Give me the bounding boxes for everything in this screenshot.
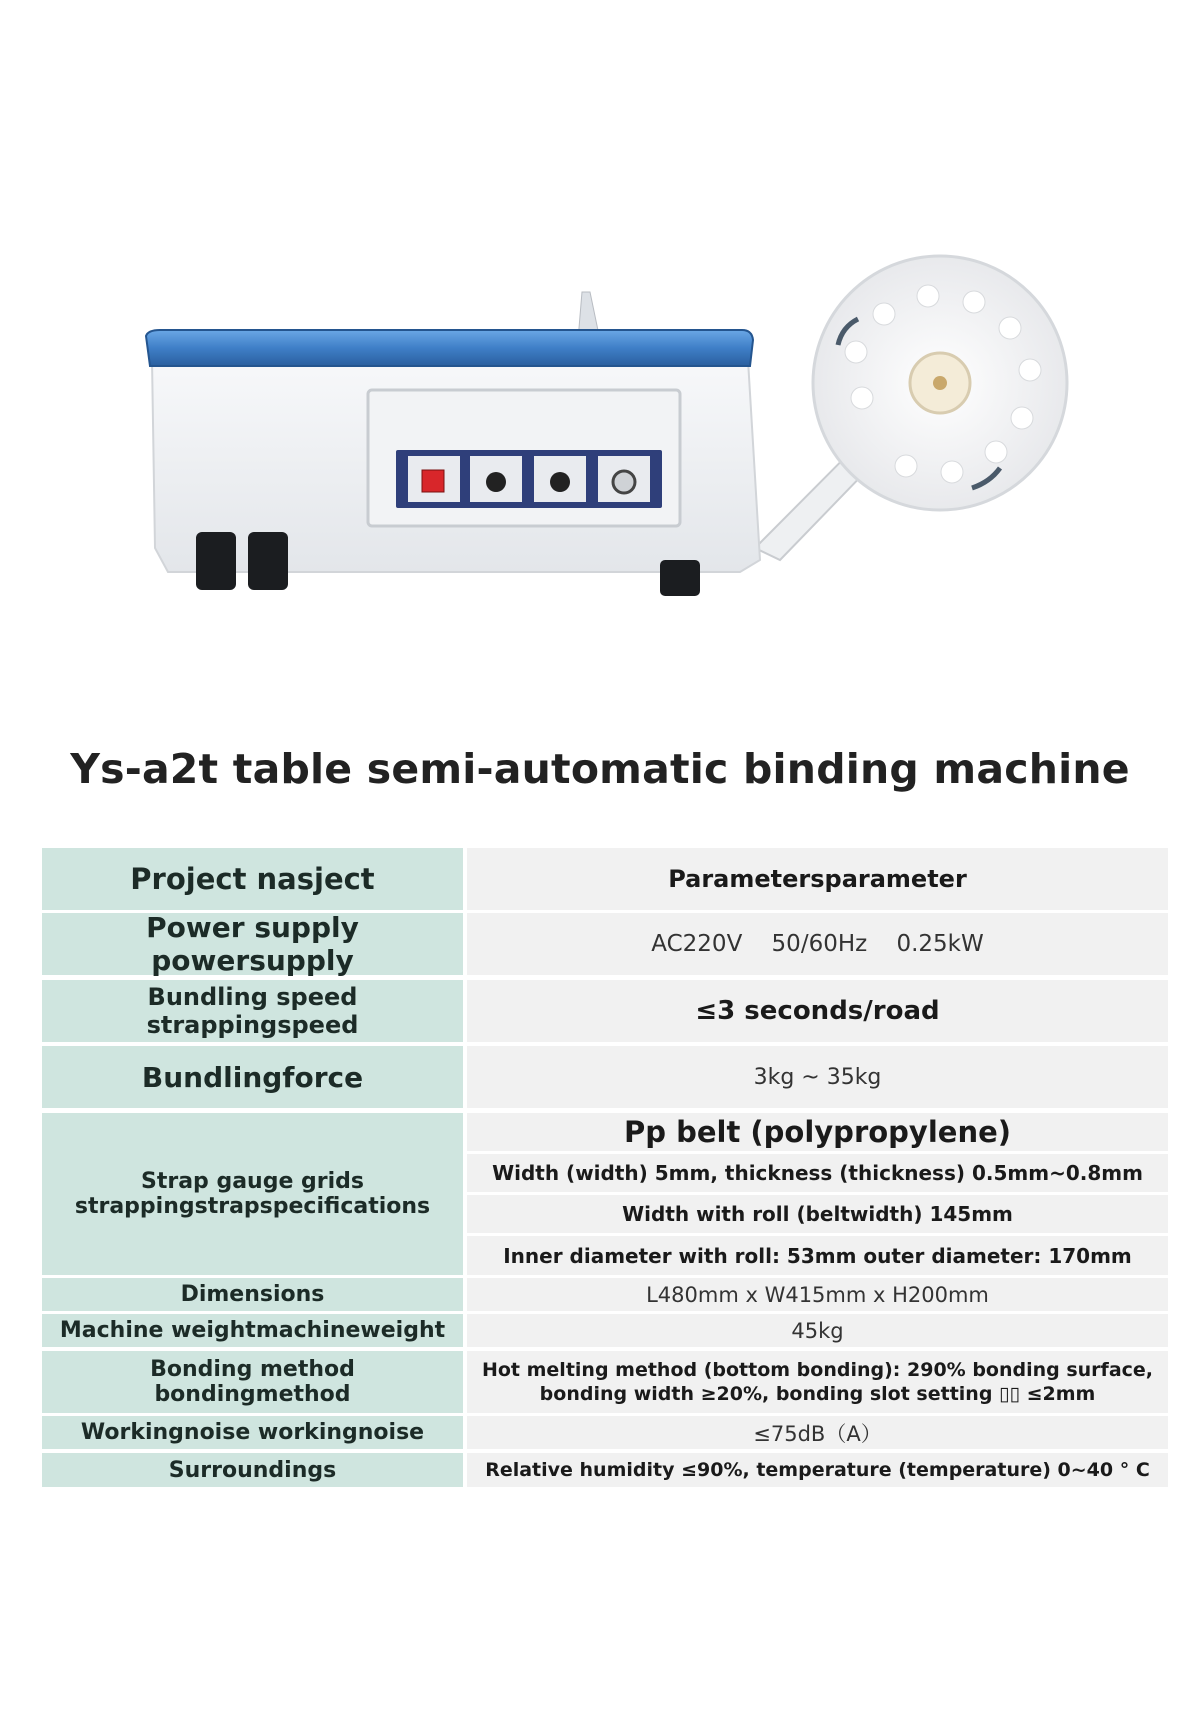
spec-value: ≤3 seconds/road (467, 980, 1168, 1042)
strap-reel (813, 256, 1067, 510)
spec-label: Surroundings (42, 1453, 463, 1487)
spec-value: Inner diameter with roll: 53mm outer diameter: 170mm (467, 1236, 1168, 1275)
spec-label: Project nasject (42, 848, 463, 910)
machine-top (146, 330, 753, 366)
spec-value: Width with roll (beltwidth) 145mm (467, 1195, 1168, 1233)
spec-label: Workingnoise workingnoise (42, 1416, 463, 1449)
foot-left-1 (196, 532, 236, 590)
spec-value: L480mm x W415mm x H200mm (467, 1278, 1168, 1311)
spec-label: Dimensions (42, 1278, 463, 1311)
spec-value: Width (width) 5mm, thickness (thickness) 0.5mm~0.8mm (467, 1154, 1168, 1192)
spec-label: Power supply powersupply (42, 913, 463, 975)
spec-value: 3kg ~ 35kg (467, 1046, 1168, 1108)
spec-value: Hot melting method (bottom bonding): 290% bonding surface, bonding width ≥20%, bonding slot setting ▯▯ ≤2mm (467, 1351, 1168, 1413)
page-title: Ys-a2t table semi-automatic binding machine (70, 745, 1130, 793)
foot-right (660, 560, 700, 596)
spec-value: ≤75dB（A） (467, 1416, 1168, 1449)
spec-label: Strap gauge grids strappingstrapspecifications (42, 1113, 463, 1275)
control-panel (396, 450, 662, 508)
spec-value: AC220V 50/60Hz 0.25kW (467, 913, 1168, 975)
machine-photo (0, 0, 1200, 700)
foot-left-2 (248, 532, 288, 590)
spec-label: Bonding method bondingmethod (42, 1351, 463, 1413)
spec-label: Machine weightmachineweight (42, 1314, 463, 1347)
spec-value: Parametersparameter (467, 848, 1168, 910)
spec-label: Bundlingforce (42, 1046, 463, 1108)
spec-value: Pp belt (polypropylene) (467, 1113, 1168, 1151)
spec-label: Bundling speed strappingspeed (42, 980, 463, 1042)
spec-value: Relative humidity ≤90%, temperature (temperature) 0~40 ° C (467, 1453, 1168, 1487)
spec-value: 45kg (467, 1314, 1168, 1347)
